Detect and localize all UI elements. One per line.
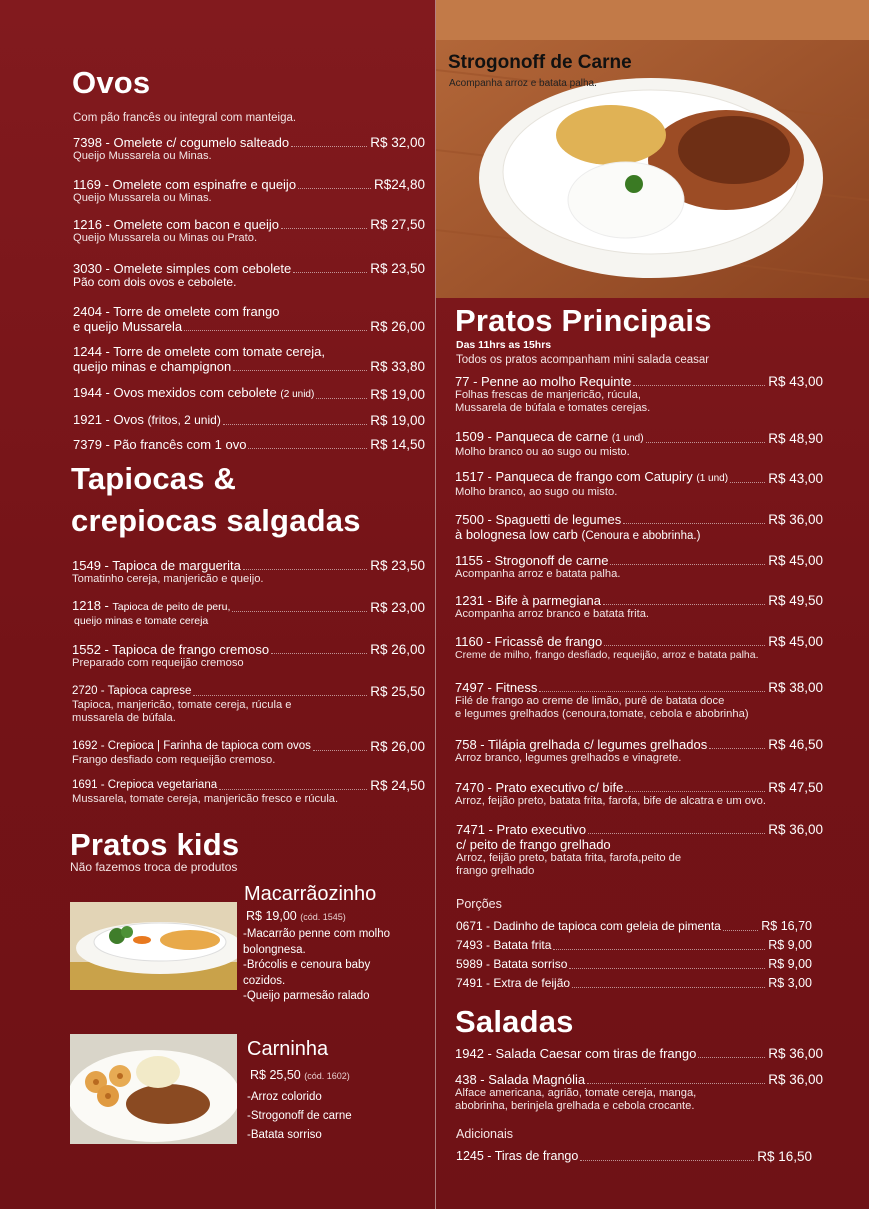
macarraozinho-photo [70,902,237,990]
menu-item-7470 [455,780,823,808]
item-price: R$ 26,00 [370,739,425,754]
menu-item-1692 [72,739,425,767]
menu-item-1155 [455,553,823,581]
item-name: 1944 - Ovos mexidos com cebolete [73,385,277,400]
item-name-line1: 1244 - Torre de omelete com tomate cereja, [73,344,325,359]
section-title-pratos-principais: Pratos Principais [455,303,712,338]
item-price: R$ 36,00 [768,1072,823,1087]
item-desc: Queijo Mussarela ou Minas. [73,192,212,204]
item-desc: frango grelhado [456,865,535,877]
menu-item-0671 [456,919,812,934]
feature-title: Strogonoff de Carne [448,52,632,73]
item-price: R$ 23,00 [370,600,425,615]
item-price: R$ 9,00 [768,938,812,952]
menu-item-2720 [72,684,425,725]
item-name: 1549 - Tapioca de marguerita [72,558,241,573]
kids-item-desc [247,1088,352,1145]
adicionais-label: Adicionais [456,1127,513,1141]
item-code: (cód. 1602) [304,1071,350,1081]
item-name: 7398 - Omelete c/ cogumelo salteado [73,135,290,150]
item-price: R$ 16,50 [757,1149,812,1164]
item-qty: (2 unid) [280,389,315,400]
item-desc: Acompanha arroz e batata palha. [455,568,621,580]
menu-item-1231 [455,593,823,621]
item-name: 1218 - [72,598,113,613]
item-name: 7471 - Prato executivo [456,822,587,837]
item-name: 1691 - Crepioca vegetariana [72,779,218,791]
kids-item-title: Macarrãozinho [244,883,377,905]
desc-line: bolongnesa. [243,943,306,956]
item-name: 7497 - Fitness [455,680,538,695]
item-name: queijo minas e champignon [73,359,232,374]
pratos-hours: Das 11hrs as 15hrs [456,339,552,351]
item-name: 1517 - Panqueca de frango com Catupiry [455,469,693,484]
item-price: R$ 26,00 [370,642,425,657]
menu-item-1944 [73,385,425,402]
item-name: 1692 - Crepioca | Farinha de tapioca com ovos [72,740,311,752]
item-name: 438 - Salada Magnólia [455,1072,586,1087]
item-desc: Tapioca, manjericão, tomate cereja, rúcula e [72,699,292,711]
item-desc: Acompanha arroz branco e batata frita. [455,608,650,620]
kids-subtitle: Não fazemos troca de produtos [70,860,238,874]
item-price: R$ 19,00 [370,387,425,402]
item-name: 0671 - Dadinho de tapioca com geleia de pimenta [456,919,721,933]
item-name: 1921 - Ovos [73,412,144,427]
menu-item-3030 [73,261,425,289]
item-price: R$ 36,00 [768,822,823,837]
menu-item-2404 [73,304,425,334]
section-title-tapiocas-line1: Tapiocas & [71,461,237,496]
menu-item-1160 [455,634,823,662]
menu-item-77 [455,374,823,415]
item-desc: Tomatinho cereja, manjericão e queijo. [72,573,264,585]
item-price: R$ 47,50 [768,780,823,795]
item-name: 758 - Tilápia grelhada c/ legumes grelhados [455,737,708,752]
item-desc: Molho branco ou ao sugo ou misto. [455,446,630,458]
item-desc: Filé de frango ao creme de limão, purê de batata doce [455,695,725,707]
item-desc: (Cenoura e abobrinha.) [581,530,701,542]
menu-item-758 [455,737,823,765]
menu-item-1691 [72,778,425,806]
desc-line: -Arroz colorido [247,1091,322,1103]
item-desc: mussarela de búfala. [72,712,176,724]
item-price: R$ 45,00 [768,634,823,649]
item-name-line2: c/ peito de frango grelhado [456,837,611,852]
item-price: R$ 38,00 [768,680,823,695]
item-name: 1245 - Tiras de frango [456,1149,579,1163]
item-name: 7379 - Pão francês com 1 ovo [73,437,247,452]
item-desc: Frango desfiado com requeijão cremoso. [72,754,276,766]
item-name: 1160 - Fricassê de frango [455,634,603,649]
section-title-tapiocas-line2: crepiocas salgadas [71,503,361,538]
item-price: R$ 14,50 [370,437,425,452]
item-name: 1552 - Tapioca de frango cremoso [72,642,270,657]
menu-item-7398 [73,135,425,163]
menu-item-7500 [455,512,823,544]
item-name: 1155 - Strogonoff de carne [455,553,609,568]
section-title-saladas: Saladas [455,1004,574,1039]
item-qty: (1 und) [611,433,644,444]
carninha-photo [70,1034,237,1144]
item-desc: Preparado com requeijão cremoso [72,657,244,669]
item-name: 2720 - Tapioca caprese [72,685,192,697]
item-price: R$ 9,00 [768,957,812,971]
item-price: R$ 32,00 [370,135,425,150]
item-name: 1231 - Bife à parmegiana [455,593,601,608]
kids-item-desc [243,927,390,1005]
menu-item-1244 [73,344,425,374]
menu-item-7491 [456,976,812,991]
menu-item-7379 [73,437,425,452]
item-name: 1216 - Omelete com bacon e queijo [73,217,279,232]
item-name: 77 - Penne ao molho Requinte [455,374,632,389]
item-name-line2: à bolognesa low carb [455,527,578,542]
item-price: R$ 27,50 [370,217,425,232]
item-name-line1: 2404 - Torre de omelete com frango [73,304,280,319]
desc-line: cozidos. [243,974,286,987]
item-name: 5989 - Batata sorriso [456,957,568,971]
item-price: R$ 24,50 [370,778,425,793]
item-price: R$ 26,00 [370,319,425,334]
menu-item-438 [455,1072,823,1113]
item-price: R$ 43,00 [768,374,823,389]
item-price: R$ 45,00 [768,553,823,568]
menu-item-1517 [455,469,823,499]
item-desc: Folhas frescas de manjericão, rúcula, [455,389,641,401]
desc-line: -Brócolis e cenoura baby [243,959,371,971]
item-desc: Mussarela de búfala e tomates cerejas. [455,402,651,414]
strogonoff-photo [436,0,869,298]
item-price: R$ 23,50 [370,558,425,573]
menu-item-1218 [72,598,425,628]
kids-item-price [250,1068,350,1082]
item-qty: (1 und) [696,473,729,484]
section-title-kids: Pratos kids [70,827,240,862]
item-price: R$ 46,50 [768,737,823,752]
menu-item-7493 [456,938,812,953]
item-desc: e legumes grelhados (cenoura,tomate, cebola e abobrinha) [455,708,749,720]
price-value: R$ 19,00 [246,909,297,923]
kids-item-title: Carninha [247,1038,329,1060]
item-desc: abobrinha, berinjela grelhada e cebola crocante. [455,1100,695,1112]
desc-line: -Macarrão penne com molho [243,928,391,940]
item-price: R$ 48,90 [768,431,823,446]
desc-line: -Batata sorriso [247,1129,322,1141]
item-desc: Queijo Mussarela ou Minas. [73,150,212,162]
item-desc: Arroz, feijão preto, batata frita, farofa,peito de [456,852,682,864]
item-desc: Arroz branco, legumes grelhados e vinagrete. [455,752,682,764]
item-price: R$ 49,50 [768,593,823,608]
item-price: R$ 33,80 [370,359,425,374]
pratos-note: Todos os pratos acompanham mini salada ceasar [456,354,710,366]
item-desc: Molho branco, ao sugo ou misto. [455,486,618,498]
menu-item-1921 [73,412,425,428]
feature-subtitle: Acompanha arroz e batata palha. [449,78,597,89]
item-desc: Pão com dois ovos e cebolete. [73,275,237,289]
item-qty: (fritos, 2 unid) [147,413,221,427]
kids-item-price [246,909,346,923]
item-name: 7470 - Prato executivo c/ bife [455,780,624,795]
item-name: 7493 - Batata frita [456,938,552,952]
menu-item-1169 [73,177,425,205]
item-price: R$ 3,00 [768,976,812,990]
menu-item-7471 [456,822,823,878]
item-price: R$ 43,00 [768,471,823,486]
item-name: 1942 - Salada Caesar com tiras de frango [455,1046,697,1061]
item-price: R$ 36,00 [768,1046,823,1061]
item-code: (cód. 1545) [300,912,346,922]
menu-item-5989 [456,957,812,972]
menu-item-1245 [456,1149,812,1164]
item-name: 1169 - Omelete com espinafre e queijo [73,177,297,192]
menu-item-7497 [455,680,823,721]
item-desc: Alface americana, agrião, tomate cereja, manga, [455,1087,697,1099]
item-price: R$24,80 [373,177,425,192]
item-desc: Mussarela, tomate cereja, manjericão fresco e rúcula. [72,793,339,805]
menu-item-1552 [72,642,425,670]
item-desc: Queijo Mussarela ou Minas ou Prato. [73,232,258,244]
menu-item-1549 [72,558,425,586]
item-desc: Arroz, feijão preto, batata frita, farofa, bife de alcatra e um ovo. [455,795,766,807]
item-price: R$ 19,00 [370,413,425,428]
section-title-ovos: Ovos [72,65,151,100]
ovos-subtitle: Com pão francês ou integral com manteiga. [73,112,297,124]
item-price: R$ 16,70 [761,919,812,933]
menu-item-1942 [455,1046,823,1061]
item-name: e queijo Mussarela [73,319,183,334]
item-name: 3030 - Omelete simples com cebolete [73,261,292,276]
menu-item-1216 [73,217,425,245]
item-desc: queijo minas e tomate cereja [74,615,209,627]
item-name: 1509 - Panqueca de carne [455,429,609,444]
item-name: 7500 - Spaguetti de legumes [455,512,622,527]
item-name: 7491 - Extra de feijão [456,976,571,990]
desc-line: -Strogonoff de carne [247,1110,352,1122]
porcoes-label: Porções [456,897,502,911]
menu-item-1509 [455,429,823,459]
item-name-small: Tapioca de peito de peru, [112,601,231,613]
item-price: R$ 25,50 [370,684,425,699]
item-price: R$ 23,50 [370,261,425,276]
item-price: R$ 36,00 [768,512,823,527]
desc-line: -Queijo parmesão ralado [243,990,370,1002]
price-value: R$ 25,50 [250,1068,301,1082]
item-desc: Creme de milho, frango desfiado, requeijão, arroz e batata palha. [455,649,759,661]
